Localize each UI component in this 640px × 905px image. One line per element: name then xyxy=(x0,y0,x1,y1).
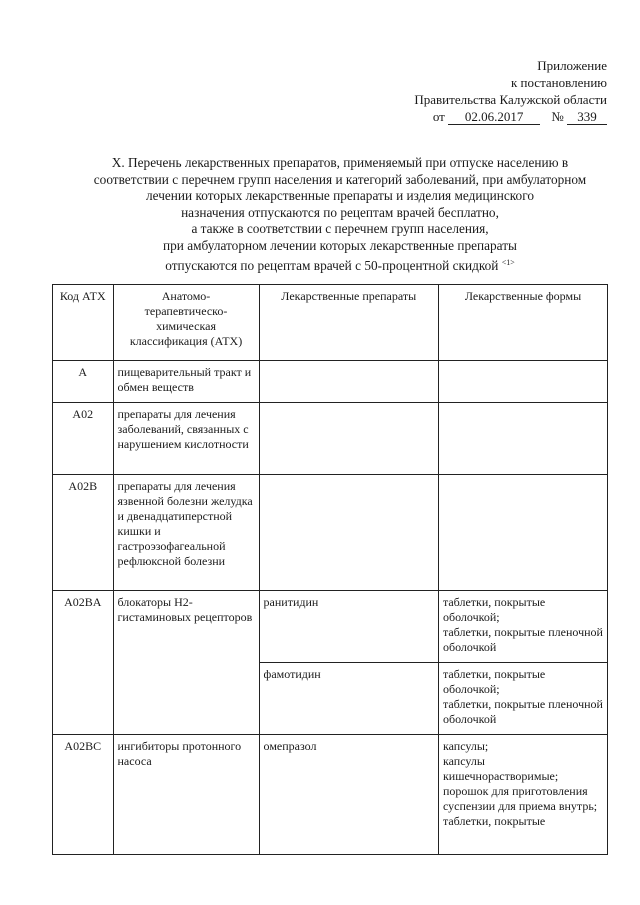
table-row xyxy=(53,591,608,663)
cell-classification: препараты для лечения язвенной болезни желудка и двенадцатиперстной кишки и гастроэзофагеальной рефлюксной болезни xyxy=(113,475,259,591)
table-row xyxy=(53,361,608,403)
cell-form xyxy=(438,735,607,855)
title-line: лечении которых лекарственные препараты и изделия медицинского xyxy=(146,188,534,204)
cell-classification: блокаторы Н2-гистаминовых рецепторов xyxy=(113,591,259,735)
appendix-line-3: Правительства Калужской области xyxy=(414,92,607,107)
title-line: X. Перечень лекарственных препаратов, применяемый при отпуске населению в xyxy=(111,155,569,170)
form-line: таблетки, покрытые пленочной оболочкой xyxy=(442,625,603,654)
cell-drug xyxy=(259,361,438,403)
form-line: таблетки, покрытые оболочкой; xyxy=(442,667,546,696)
table-row xyxy=(53,475,608,591)
table-header-row xyxy=(53,285,608,361)
cell-classification: ингибиторы протонного насоса xyxy=(113,735,259,855)
form-line: таблетки, покрытые пленочной оболочкой xyxy=(442,697,603,726)
form-line: таблетки, покрытые оболочкой; xyxy=(442,595,546,624)
title-line-last xyxy=(60,255,620,275)
cell-drug xyxy=(259,475,438,591)
table-row xyxy=(53,735,608,855)
cell-form xyxy=(438,591,607,663)
cell-drug xyxy=(259,403,438,475)
cell-drug: омепразол xyxy=(259,735,438,855)
header-drugs: Лекарственные препараты xyxy=(259,285,438,361)
footnote-mark: <1> xyxy=(501,257,515,267)
cell-form xyxy=(438,475,607,591)
header-classification: Анатомо-терапевтическо-химическая классификация (АТХ) xyxy=(113,285,259,361)
appendix-date-row xyxy=(414,108,607,125)
cell-code: А xyxy=(53,361,114,403)
document-title xyxy=(60,155,620,274)
cell-code: A02BC xyxy=(53,735,114,855)
appendix-line-2: к постановлению xyxy=(510,75,607,90)
decree-date: 02.06.2017 xyxy=(448,110,540,125)
title-line: при амбулаторном лечении которых лекарственные препараты xyxy=(163,237,517,253)
cell-classification: пищеварительный тракт и обмен веществ xyxy=(113,361,259,403)
title-line: соответствии с перечнем групп населения и категорий заболеваний, при амбулаторном xyxy=(93,171,587,187)
cell-form xyxy=(438,663,607,735)
appendix-header xyxy=(414,57,607,125)
form-line: капсулы кишечнорастворимые; xyxy=(442,754,559,783)
form-line: таблетки, покрытые xyxy=(442,814,546,828)
drug-table xyxy=(52,284,608,855)
header-forms: Лекарственные формы xyxy=(438,285,607,361)
from-label: от xyxy=(432,109,445,124)
cell-drug: фамотидин xyxy=(259,663,438,735)
cell-code: A02BA xyxy=(53,591,114,735)
cell-code: A02B xyxy=(53,475,114,591)
table-row xyxy=(53,403,608,475)
cell-drug: ранитидин xyxy=(259,591,438,663)
cell-form xyxy=(438,403,607,475)
cell-classification: препараты для лечения заболеваний, связанных с нарушением кислотности xyxy=(113,403,259,475)
form-line: порошок для приготовления суспензии для приема внутрь; xyxy=(442,784,598,813)
title-line: отпускаются по рецептам врачей с 50-процентной скидкой xyxy=(165,257,499,273)
header-code: Код АТХ xyxy=(53,285,114,361)
cell-form xyxy=(438,361,607,403)
form-line: капсулы; xyxy=(442,739,489,753)
cell-code: A02 xyxy=(53,403,114,475)
title-line: а также в соответствии с перечнем групп населения, xyxy=(191,221,489,237)
decree-number: 339 xyxy=(567,110,607,125)
appendix-line-1: Приложение xyxy=(537,58,607,73)
number-label: № xyxy=(551,109,564,124)
title-line: назначения отпускаются по рецептам врачей бесплатно, xyxy=(181,204,499,220)
